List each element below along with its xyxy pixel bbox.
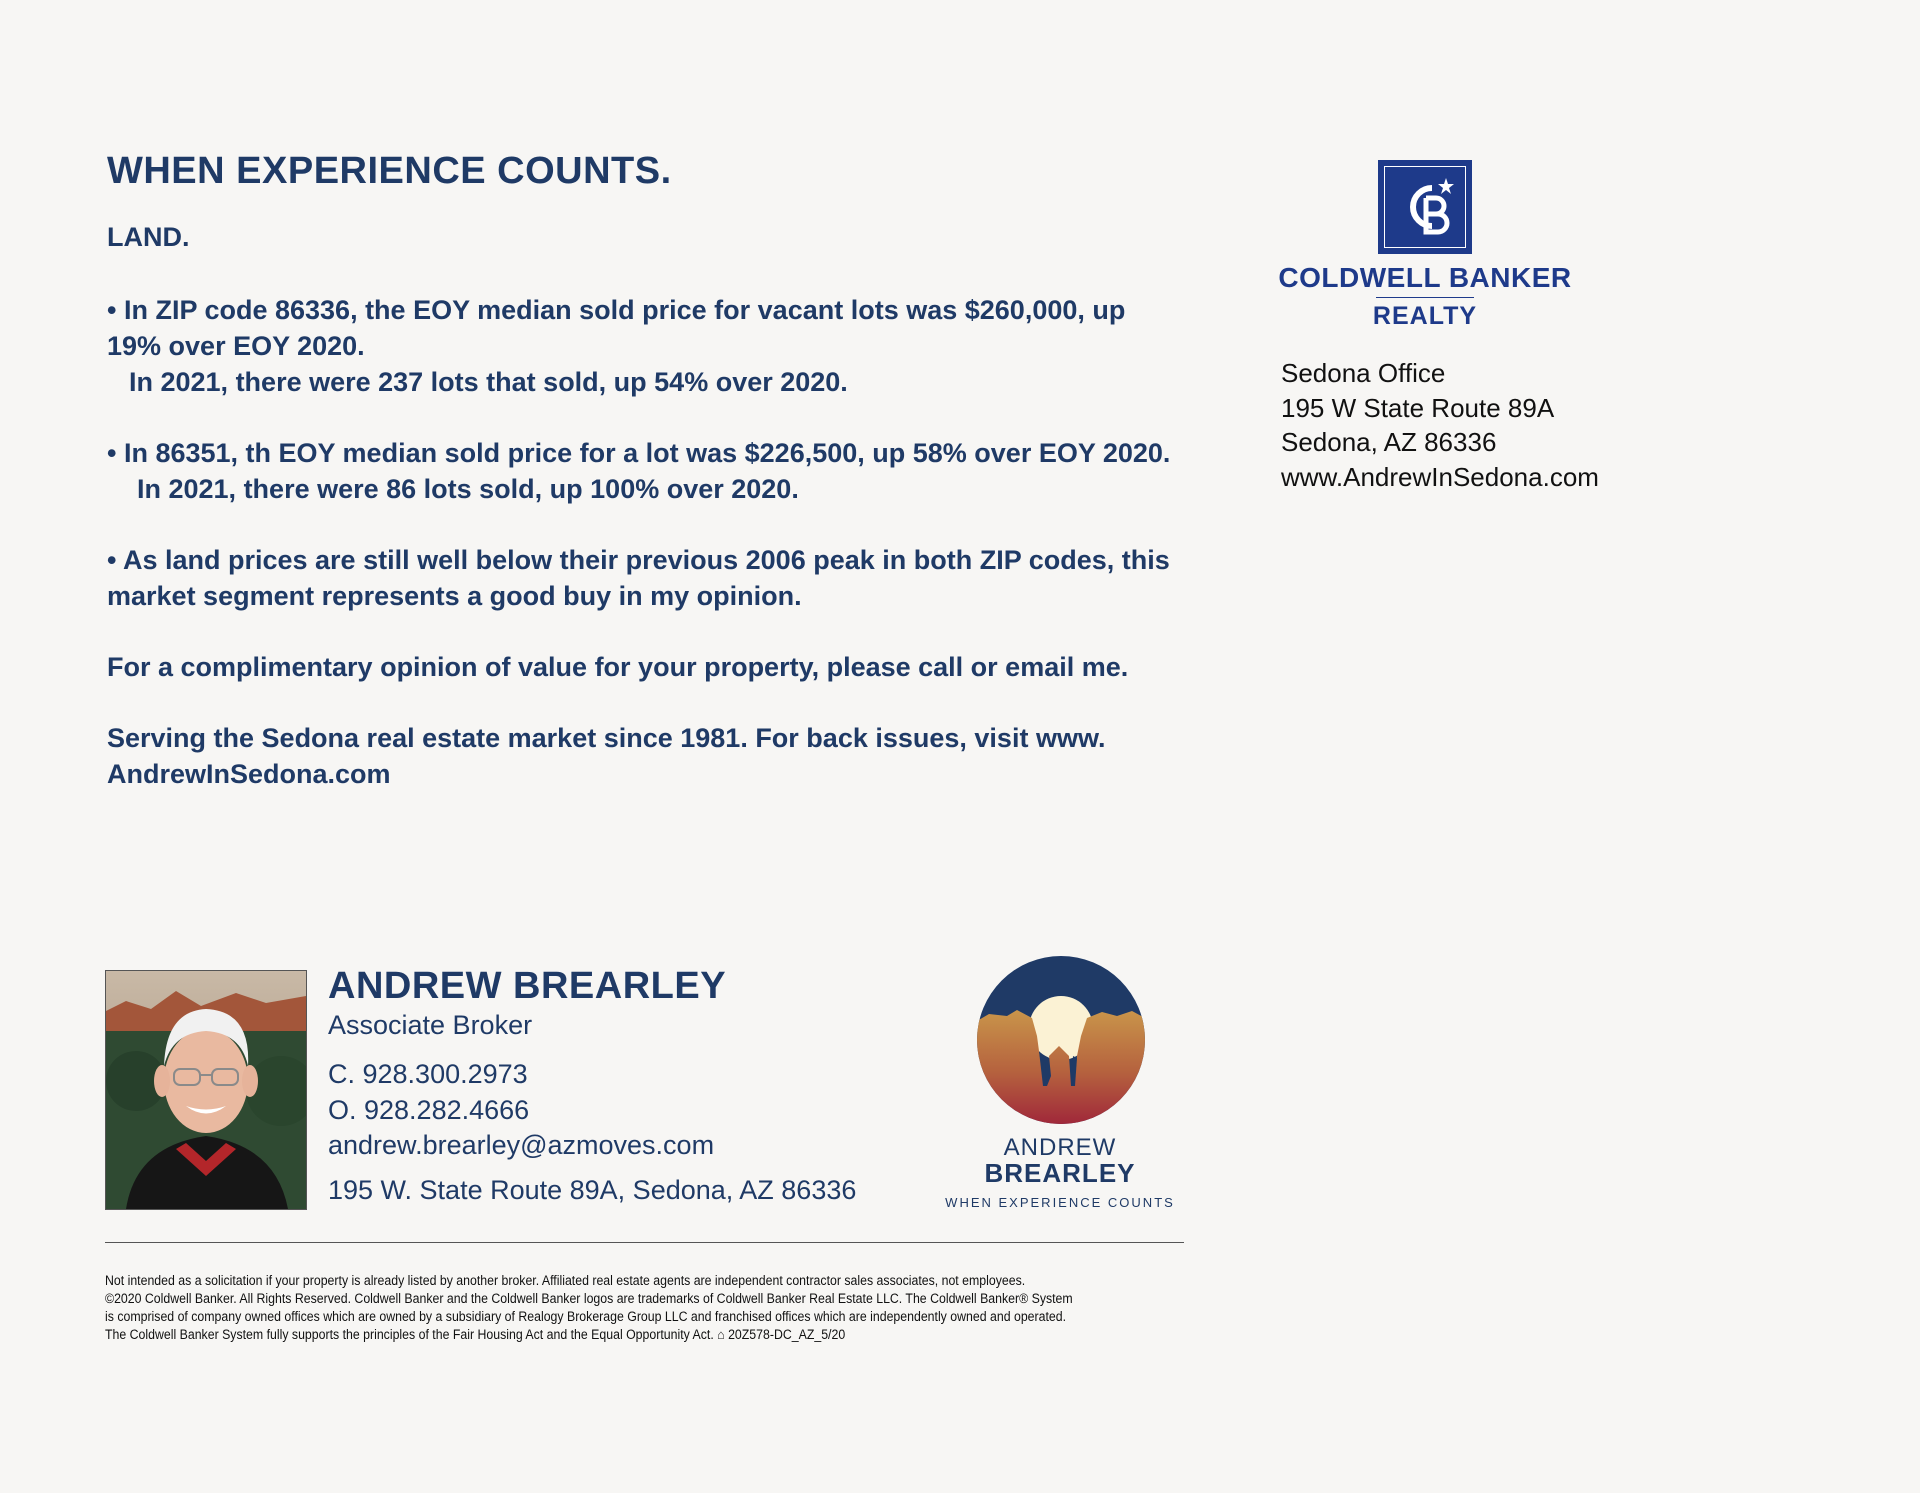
office-street: 195 W State Route 89A [1281, 392, 1555, 423]
agent-title: Associate Broker [328, 1010, 533, 1040]
agent-office-phone[interactable]: O. 928.282.4666 [328, 1094, 530, 1125]
section-subheading: LAND. [107, 222, 190, 252]
text-line: • In 86351, th EOY median sold price for a lot was $226,500, up 58% over EOY 2020. [107, 438, 1171, 468]
brand-name: COLDWELL BANKER [1278, 262, 1572, 293]
legal-line: ©2020 Coldwell Banker. All Rights Reserved. Coldwell Banker and the Coldwell Banker logos are trademarks of Coldwell Banker Real Estate LLC. The Coldwell Banker® System [105, 1291, 1073, 1306]
text-line: For a complimentary opinion of value for your property, please call or email me. [107, 652, 1129, 682]
text-line: AndrewInSedona.com [107, 759, 391, 789]
agent-email-link[interactable]: andrew.brearley@azmoves.com [328, 1130, 715, 1160]
body-copy [107, 292, 1227, 827]
brand-division: REALTY [1372, 302, 1478, 330]
bullet-paragraph-86351 [107, 435, 1227, 507]
agent-name: ANDREW BREARLEY [328, 965, 727, 1007]
legal-line [105, 1326, 1126, 1344]
legal-code: 20Z578-DC_AZ_5/20 [728, 1327, 846, 1342]
text-line: Serving the Sedona real estate market since 1981. For back issues, visit www. [107, 723, 1106, 753]
office-website-link[interactable]: www.AndrewInSedona.com [1281, 461, 1599, 492]
coldwell-banker-logo-icon [1378, 160, 1472, 254]
agent-photo [105, 970, 307, 1210]
legal-line: Not intended as a solicitation if your property is already listed by another broker. Affiliated real estate agents are independent contractor sales associates, not employees. [105, 1273, 1026, 1288]
office-address-block [1281, 356, 1599, 494]
legal-disclaimer [105, 1272, 1126, 1344]
logo-tagline: WHEN EXPERIENCE COUNTS [945, 1195, 1175, 1210]
text-line: market segment represents a good buy in my opinion. [107, 581, 802, 611]
agent-contact-block [328, 1057, 714, 1164]
text-line: In 2021, there were 86 lots sold, up 100% over 2020. [137, 474, 799, 504]
text-line: • As land prices are still well below their previous 2006 peak in both ZIP codes, this [107, 545, 1170, 575]
text-line: In 2021, there were 237 lots that sold, up 54% over 2020. [129, 367, 848, 397]
office-name: Sedona Office [1281, 358, 1446, 388]
text-line: • In ZIP code 86336, the EOY median sold price for vacant lots was $260,000, up [107, 295, 1126, 325]
agent-address: 195 W. State Route 89A, Sedona, AZ 86336 [328, 1175, 857, 1205]
legal-line: is comprised of company owned offices which are owned by a subsidiary of Realogy Brokerage Group LLC and franchised offices which are independently owned and operated. [105, 1309, 1067, 1324]
back-issues-paragraph [107, 720, 1227, 792]
legal-line-text: The Coldwell Banker System fully supports the principles of the Fair Housing Act and the Equal Opportunity Act. [105, 1327, 714, 1342]
call-to-action [107, 649, 1227, 685]
text-line: 19% over EOY 2020. [107, 331, 365, 361]
logo-first-name: ANDREW [1003, 1134, 1117, 1161]
andrew-brearley-logo-icon [977, 956, 1145, 1124]
footer-divider [105, 1242, 1184, 1243]
agent-cell-phone[interactable]: C. 928.300.2973 [328, 1059, 528, 1089]
page-title: WHEN EXPERIENCE COUNTS. [107, 150, 672, 192]
office-city: Sedona, AZ 86336 [1281, 427, 1497, 457]
bullet-paragraph-opinion [107, 542, 1227, 614]
brand-divider [1376, 297, 1474, 298]
equal-housing-icon: ⌂ [717, 1327, 725, 1342]
logo-last-name: BREARLEY [984, 1158, 1136, 1188]
bullet-paragraph-86336 [107, 292, 1227, 400]
